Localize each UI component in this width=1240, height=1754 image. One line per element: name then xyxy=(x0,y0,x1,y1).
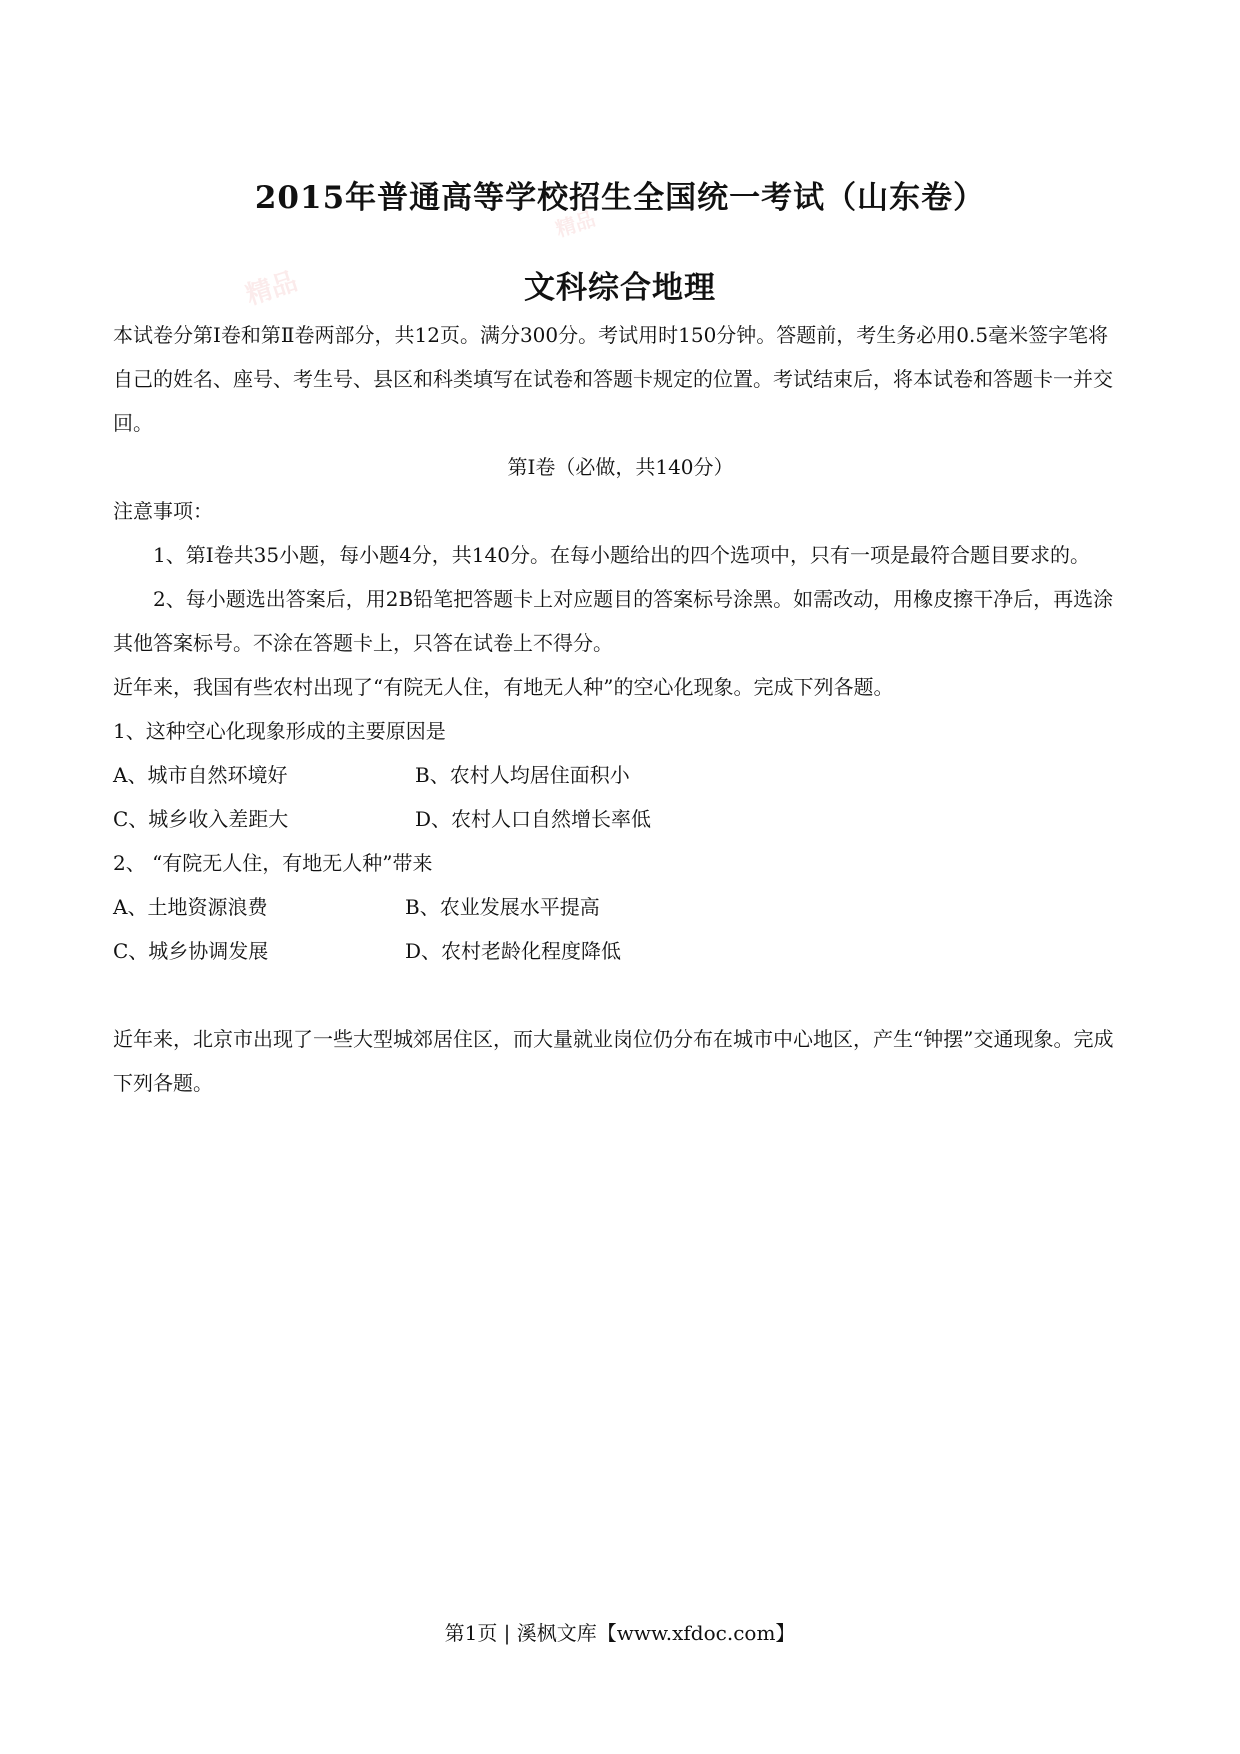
passage-2: 近年来，北京市出现了一些大型城郊居住区，而大量就业岗位仍分布在城市中心地区，产生“钟摆”交通现象。完成下列各题。 xyxy=(113,1027,1114,1095)
question-1-option-b: B、农村人均居住面积小 xyxy=(415,763,630,787)
spacer xyxy=(113,973,1128,1017)
section-heading: 第Ⅰ卷（必做，共140分） xyxy=(507,455,734,479)
question-2-stem: 2、 “有院无人住，有地无人种”带来 xyxy=(113,851,433,875)
document-body xyxy=(113,313,1128,1105)
document-subtitle: 文科综合地理 xyxy=(524,270,716,306)
page-footer: 第1页 | 溪枫文库【www.xfdoc.com】 xyxy=(444,1621,796,1645)
question-2-options-row-2 xyxy=(113,929,1128,973)
question-1-options-row-2 xyxy=(113,797,1128,841)
question-1-option-d: D、农村人口自然增长率低 xyxy=(415,807,652,831)
question-2-options-row-1 xyxy=(113,885,1128,929)
question-1-option-a: A、城市自然环境好 xyxy=(113,763,288,787)
notes-label: 注意事项： xyxy=(113,499,213,523)
watermark: 精品 xyxy=(242,266,302,312)
document-title: 2015年普通高等学校招生全国统一考试（山东卷） xyxy=(254,180,986,216)
question-2-option-d: D、农村老龄化程度降低 xyxy=(405,939,622,963)
question-2-option-a: A、土地资源浪费 xyxy=(113,895,268,919)
watermark: 精品 xyxy=(552,206,599,242)
note-2: 2、每小题选出答案后，用2B铅笔把答题卡上对应题目的答案标号涂黑。如需改动，用橡皮擦干净后，再选涂其他答案标号。不涂在答题卡上，只答在试卷上不得分。 xyxy=(113,587,1114,655)
passage-1: 近年来，我国有些农村出现了“有院无人住，有地无人种”的空心化现象。完成下列各题。 xyxy=(113,675,894,699)
question-1-options-row-1 xyxy=(113,753,1128,797)
question-2-option-c: C、城乡协调发展 xyxy=(113,939,269,963)
note-1: 1、第Ⅰ卷共35小题，每小题4分，共140分。在每小题给出的四个选项中，只有一项是最符合题目要求的。 xyxy=(153,543,1090,567)
question-1-stem: 1、这种空心化现象形成的主要原因是 xyxy=(113,719,446,743)
question-1-option-c: C、城乡收入差距大 xyxy=(113,807,289,831)
intro-paragraph: 本试卷分第Ⅰ卷和第Ⅱ卷两部分，共12页。满分300分。考试用时150分钟。答题前，考生务必用0.5毫米签字笔将自己的姓名、座号、考生号、县区和科类填写在试卷和答题卡规定的位置。考试结束后，将本试卷和答题卡一并交回。 xyxy=(113,323,1113,435)
question-2-option-b: B、农业发展水平提高 xyxy=(405,895,600,919)
